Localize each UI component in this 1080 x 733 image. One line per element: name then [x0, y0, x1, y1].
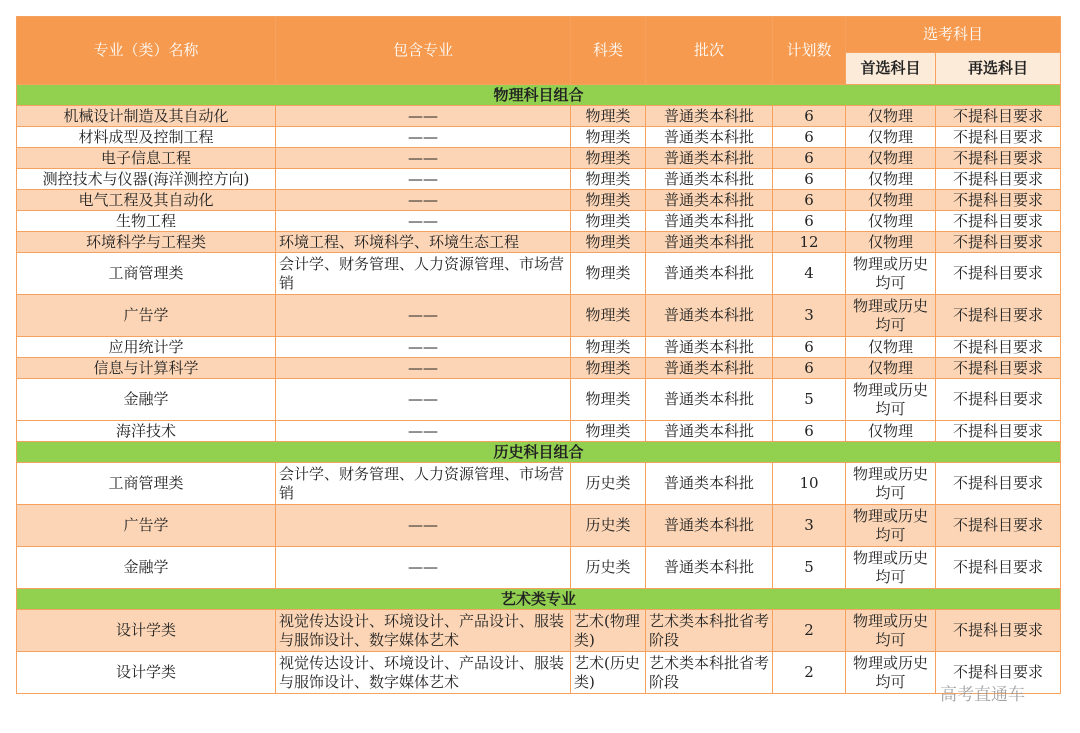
table-row	[17, 463, 1061, 505]
table-row	[17, 547, 1061, 589]
cell-major-name: 工商管理类	[17, 253, 276, 295]
cell-included-majors: 环境工程、环境科学、环境生态工程	[276, 232, 571, 253]
cell-first-subject: 物理或历史均可	[846, 379, 936, 421]
cell-second-subject: 不提科目要求	[936, 610, 1061, 652]
table-row	[17, 190, 1061, 211]
cell-category: 物理类	[571, 337, 646, 358]
cell-batch: 普通类本科批	[646, 169, 773, 190]
cell-category: 物理类	[571, 211, 646, 232]
cell-plan-count: 6	[773, 337, 846, 358]
cell-major-name: 设计学类	[17, 652, 276, 694]
cell-plan-count: 3	[773, 505, 846, 547]
cell-first-subject: 物理或历史均可	[846, 547, 936, 589]
cell-major-name: 电子信息工程	[17, 148, 276, 169]
cell-second-subject: 不提科目要求	[936, 169, 1061, 190]
cell-included-majors: 会计学、财务管理、人力资源管理、市场营销	[276, 253, 571, 295]
cell-major-name: 广告学	[17, 505, 276, 547]
cell-batch: 普通类本科批	[646, 463, 773, 505]
cell-plan-count: 6	[773, 169, 846, 190]
cell-major-name: 信息与计算科学	[17, 358, 276, 379]
cell-plan-count: 6	[773, 358, 846, 379]
cell-second-subject: 不提科目要求	[936, 379, 1061, 421]
cell-batch: 普通类本科批	[646, 190, 773, 211]
cell-plan-count: 10	[773, 463, 846, 505]
cell-category: 物理类	[571, 169, 646, 190]
section-title: 物理科目组合	[17, 85, 1061, 106]
cell-first-subject: 仅物理	[846, 190, 936, 211]
cell-batch: 普通类本科批	[646, 547, 773, 589]
cell-category: 艺术(物理类)	[571, 610, 646, 652]
cell-second-subject: 不提科目要求	[936, 190, 1061, 211]
cell-category: 物理类	[571, 106, 646, 127]
cell-batch: 普通类本科批	[646, 505, 773, 547]
section-title: 历史科目组合	[17, 442, 1061, 463]
cell-batch: 艺术类本科批省考阶段	[646, 610, 773, 652]
table-row	[17, 127, 1061, 148]
cell-batch: 普通类本科批	[646, 358, 773, 379]
cell-first-subject: 物理或历史均可	[846, 253, 936, 295]
cell-category: 历史类	[571, 505, 646, 547]
table-row	[17, 358, 1061, 379]
table-header	[17, 17, 1061, 85]
cell-included-majors: ——	[276, 106, 571, 127]
cell-included-majors: ——	[276, 211, 571, 232]
table-row	[17, 232, 1061, 253]
cell-major-name: 广告学	[17, 295, 276, 337]
table-row	[17, 169, 1061, 190]
cell-plan-count: 6	[773, 190, 846, 211]
cell-plan-count: 2	[773, 610, 846, 652]
cell-plan-count: 5	[773, 379, 846, 421]
header-major-name: 专业（类）名称	[17, 17, 276, 85]
cell-plan-count: 6	[773, 127, 846, 148]
cell-batch: 普通类本科批	[646, 295, 773, 337]
section-title: 艺术类专业	[17, 589, 1061, 610]
cell-included-majors: ——	[276, 421, 571, 442]
cell-second-subject: 不提科目要求	[936, 337, 1061, 358]
cell-included-majors: ——	[276, 148, 571, 169]
cell-included-majors: ——	[276, 358, 571, 379]
cell-first-subject: 仅物理	[846, 148, 936, 169]
cell-major-name: 生物工程	[17, 211, 276, 232]
table-body	[17, 85, 1061, 694]
cell-second-subject: 不提科目要求	[936, 505, 1061, 547]
cell-batch: 普通类本科批	[646, 253, 773, 295]
cell-major-name: 设计学类	[17, 610, 276, 652]
cell-plan-count: 3	[773, 295, 846, 337]
cell-category: 物理类	[571, 190, 646, 211]
table-row	[17, 610, 1061, 652]
cell-included-majors: 视觉传达设计、环境设计、产品设计、服装与服饰设计、数字媒体艺术	[276, 652, 571, 694]
cell-second-subject: 不提科目要求	[936, 253, 1061, 295]
header-batch: 批次	[646, 17, 773, 85]
cell-first-subject: 仅物理	[846, 337, 936, 358]
cell-category: 历史类	[571, 547, 646, 589]
cell-included-majors: ——	[276, 337, 571, 358]
cell-major-name: 应用统计学	[17, 337, 276, 358]
cell-batch: 普通类本科批	[646, 211, 773, 232]
cell-second-subject: 不提科目要求	[936, 295, 1061, 337]
cell-major-name: 金融学	[17, 547, 276, 589]
cell-first-subject: 仅物理	[846, 127, 936, 148]
cell-batch: 普通类本科批	[646, 106, 773, 127]
cell-category: 物理类	[571, 358, 646, 379]
cell-included-majors: 会计学、财务管理、人力资源管理、市场营销	[276, 463, 571, 505]
cell-included-majors: ——	[276, 379, 571, 421]
cell-plan-count: 6	[773, 106, 846, 127]
cell-major-name: 海洋技术	[17, 421, 276, 442]
cell-category: 物理类	[571, 295, 646, 337]
cell-first-subject: 仅物理	[846, 232, 936, 253]
cell-category: 物理类	[571, 232, 646, 253]
cell-first-subject: 物理或历史均可	[846, 295, 936, 337]
cell-batch: 普通类本科批	[646, 337, 773, 358]
cell-first-subject: 仅物理	[846, 169, 936, 190]
cell-first-subject: 仅物理	[846, 358, 936, 379]
cell-first-subject: 物理或历史均可	[846, 652, 936, 694]
table-row	[17, 211, 1061, 232]
cell-included-majors: ——	[276, 295, 571, 337]
admission-plan-table-container	[16, 16, 1060, 705]
table-row	[17, 295, 1061, 337]
header-plan-count: 计划数	[773, 17, 846, 85]
cell-second-subject: 不提科目要求	[936, 211, 1061, 232]
watermark-text: 高考直通车	[940, 685, 1025, 705]
cell-plan-count: 6	[773, 421, 846, 442]
cell-second-subject: 不提科目要求	[936, 358, 1061, 379]
cell-plan-count: 4	[773, 253, 846, 295]
cell-first-subject: 仅物理	[846, 421, 936, 442]
cell-first-subject: 物理或历史均可	[846, 505, 936, 547]
cell-plan-count: 6	[773, 211, 846, 232]
cell-included-majors: ——	[276, 547, 571, 589]
cell-major-name: 工商管理类	[17, 463, 276, 505]
table-row	[17, 253, 1061, 295]
cell-batch: 普通类本科批	[646, 421, 773, 442]
cell-major-name: 机械设计制造及其自动化	[17, 106, 276, 127]
table-row	[17, 652, 1061, 694]
header-category: 科类	[571, 17, 646, 85]
header-first-subject: 首选科目	[846, 53, 936, 85]
header-elective-subjects: 选考科目	[846, 17, 1061, 53]
cell-first-subject: 物理或历史均可	[846, 610, 936, 652]
cell-plan-count: 6	[773, 148, 846, 169]
cell-major-name: 环境科学与工程类	[17, 232, 276, 253]
cell-included-majors: ——	[276, 169, 571, 190]
admission-plan-table	[16, 16, 1061, 694]
cell-category: 物理类	[571, 379, 646, 421]
cell-plan-count: 5	[773, 547, 846, 589]
cell-second-subject: 不提科目要求	[936, 127, 1061, 148]
cell-included-majors: 视觉传达设计、环境设计、产品设计、服装与服饰设计、数字媒体艺术	[276, 610, 571, 652]
cell-category: 物理类	[571, 421, 646, 442]
header-second-subject: 再选科目	[936, 53, 1061, 85]
cell-first-subject: 物理或历史均可	[846, 463, 936, 505]
cell-category: 历史类	[571, 463, 646, 505]
section-row	[17, 442, 1061, 463]
table-row	[17, 337, 1061, 358]
cell-major-name: 材料成型及控制工程	[17, 127, 276, 148]
cell-category: 物理类	[571, 253, 646, 295]
cell-major-name: 电气工程及其自动化	[17, 190, 276, 211]
cell-second-subject: 不提科目要求	[936, 463, 1061, 505]
cell-batch: 普通类本科批	[646, 148, 773, 169]
section-row	[17, 589, 1061, 610]
table-row	[17, 148, 1061, 169]
cell-included-majors: ——	[276, 190, 571, 211]
cell-batch: 普通类本科批	[646, 379, 773, 421]
cell-second-subject: 不提科目要求	[936, 652, 1061, 694]
cell-second-subject: 不提科目要求	[936, 421, 1061, 442]
cell-batch: 艺术类本科批省考阶段	[646, 652, 773, 694]
table-row	[17, 421, 1061, 442]
cell-category: 物理类	[571, 148, 646, 169]
cell-plan-count: 12	[773, 232, 846, 253]
cell-major-name: 金融学	[17, 379, 276, 421]
cell-included-majors: ——	[276, 505, 571, 547]
cell-first-subject: 仅物理	[846, 106, 936, 127]
cell-major-name: 测控技术与仪器(海洋测控方向)	[17, 169, 276, 190]
cell-batch: 普通类本科批	[646, 232, 773, 253]
cell-included-majors: ——	[276, 127, 571, 148]
table-row	[17, 505, 1061, 547]
table-row	[17, 106, 1061, 127]
cell-second-subject: 不提科目要求	[936, 106, 1061, 127]
cell-first-subject: 仅物理	[846, 211, 936, 232]
cell-second-subject: 不提科目要求	[936, 148, 1061, 169]
header-included-majors: 包含专业	[276, 17, 571, 85]
cell-batch: 普通类本科批	[646, 127, 773, 148]
table-row	[17, 379, 1061, 421]
cell-category: 艺术(历史类)	[571, 652, 646, 694]
cell-second-subject: 不提科目要求	[936, 232, 1061, 253]
cell-category: 物理类	[571, 127, 646, 148]
cell-plan-count: 2	[773, 652, 846, 694]
section-row	[17, 85, 1061, 106]
cell-second-subject: 不提科目要求	[936, 547, 1061, 589]
